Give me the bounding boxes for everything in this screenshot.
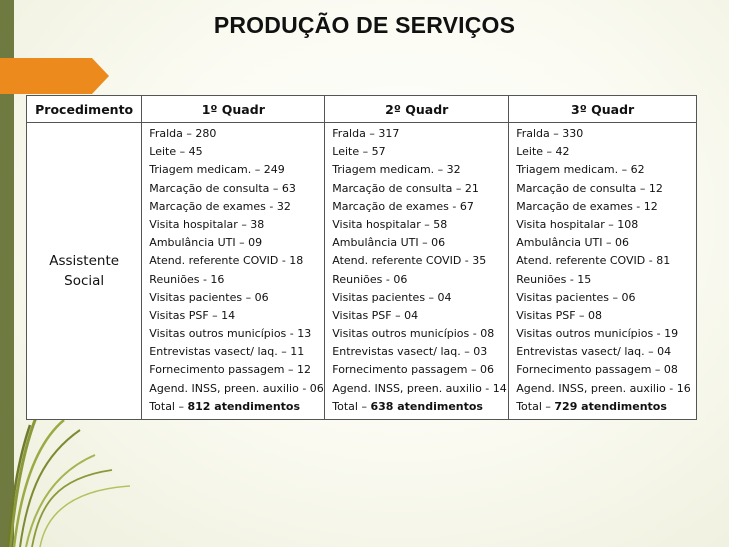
service-line: Visitas PSF – 14 bbox=[149, 308, 236, 322]
header-row bbox=[27, 96, 697, 123]
service-line: Fralda – 280 bbox=[149, 127, 217, 140]
service-line: Agend. INSS, preen. auxilio - 06 bbox=[149, 381, 324, 395]
service-line: Visitas outros municípios - 13 bbox=[149, 327, 312, 341]
total-label: Total – bbox=[516, 399, 555, 413]
service-line: Atend. referente COVID - 81 bbox=[516, 254, 671, 268]
service-line: Fralda – 317 bbox=[332, 127, 400, 140]
service-line: Marcação de consulta – 63 bbox=[149, 181, 296, 195]
service-line: Triagem medicam. – 249 bbox=[149, 163, 285, 177]
service-line: Visitas pacientes – 06 bbox=[516, 290, 636, 304]
service-line: Marcação de consulta – 12 bbox=[516, 181, 663, 195]
service-line: Entrevistas vasect/ laq. – 11 bbox=[149, 345, 305, 359]
service-line: Visita hospitalar – 58 bbox=[332, 217, 448, 231]
service-line: Fornecimento passagem – 08 bbox=[516, 363, 678, 377]
service-line: Atend. referente COVID - 35 bbox=[332, 254, 487, 268]
quadr-1-cell bbox=[142, 123, 325, 420]
service-line: Agend. INSS, preen. auxilio - 16 bbox=[516, 381, 691, 395]
service-line: Fornecimento passagem – 12 bbox=[149, 363, 312, 377]
total-value: 638 atendimentos bbox=[370, 399, 483, 413]
service-line: Fralda – 330 bbox=[516, 127, 584, 140]
service-line: Visitas pacientes – 04 bbox=[332, 290, 452, 304]
service-line: Marcação de exames - 32 bbox=[149, 199, 291, 213]
service-line: Leite – 57 bbox=[332, 145, 386, 159]
service-line: Visitas outros municípios - 19 bbox=[516, 327, 679, 341]
table-row bbox=[27, 123, 697, 420]
service-line: Visitas outros municípios - 08 bbox=[332, 327, 495, 341]
quadr-3-cell bbox=[509, 123, 697, 420]
service-line: Visitas PSF – 08 bbox=[516, 308, 603, 322]
service-line: Entrevistas vasect/ laq. – 03 bbox=[332, 345, 488, 359]
total-line bbox=[332, 398, 508, 416]
header-3-quadr: 3º Quadr bbox=[509, 96, 697, 123]
service-line: Leite – 45 bbox=[149, 145, 203, 159]
services-table bbox=[26, 95, 697, 420]
total-label: Total – bbox=[149, 399, 188, 413]
service-line: Marcação de exames - 67 bbox=[332, 199, 474, 213]
service-line: Entrevistas vasect/ laq. – 04 bbox=[516, 345, 672, 359]
orange-arrow-banner bbox=[0, 58, 109, 94]
service-line: Agend. INSS, preen. auxilio - 14 bbox=[332, 381, 507, 395]
header-2-quadr: 2º Quadr bbox=[325, 96, 509, 123]
service-line: Ambulância UTI – 09 bbox=[149, 236, 263, 250]
service-line: Reuniões - 06 bbox=[332, 272, 408, 286]
procedure-name-line2: Social bbox=[64, 273, 105, 289]
service-line: Triagem medicam. – 62 bbox=[516, 163, 645, 177]
total-value: 729 atendimentos bbox=[554, 399, 667, 413]
service-line: Ambulância UTI – 06 bbox=[332, 236, 446, 250]
total-value: 812 atendimentos bbox=[187, 399, 301, 413]
service-line: Visita hospitalar – 38 bbox=[149, 217, 265, 231]
total-label: Total – bbox=[332, 399, 371, 413]
header-1-quadr: 1º Quadr bbox=[142, 96, 325, 123]
header-procedimento: Procedimento bbox=[27, 96, 142, 123]
service-line: Reuniões - 16 bbox=[149, 272, 225, 286]
service-line: Triagem medicam. – 32 bbox=[332, 163, 461, 177]
total-line bbox=[516, 398, 696, 416]
service-line: Marcação de consulta – 21 bbox=[332, 181, 479, 195]
service-line: Fornecimento passagem – 06 bbox=[332, 363, 494, 377]
service-line: Marcação de exames - 12 bbox=[516, 199, 658, 213]
service-line: Visita hospitalar – 108 bbox=[516, 217, 639, 231]
service-line: Visitas PSF – 04 bbox=[332, 308, 419, 322]
service-line: Atend. referente COVID - 18 bbox=[149, 254, 304, 268]
service-line: Ambulância UTI – 06 bbox=[516, 236, 630, 250]
page-title: PRODUÇÃO DE SERVIÇOS bbox=[213, 12, 516, 38]
service-line: Leite – 42 bbox=[516, 145, 570, 159]
quadr-2-cell bbox=[325, 123, 509, 420]
service-line: Reuniões - 15 bbox=[516, 272, 592, 286]
procedure-name-line1: Assistente bbox=[49, 253, 120, 269]
service-line: Visitas pacientes – 06 bbox=[149, 290, 269, 304]
procedure-cell bbox=[27, 123, 142, 420]
total-line bbox=[149, 398, 324, 416]
